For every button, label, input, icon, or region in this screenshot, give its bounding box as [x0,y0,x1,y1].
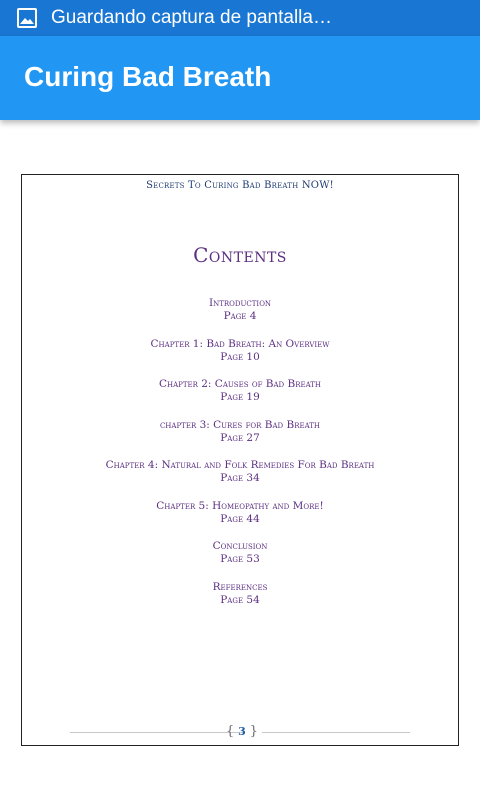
toc-entry [22,581,458,622]
toc-entry [22,419,458,460]
toc-entry [22,378,458,419]
table-of-contents [22,297,458,621]
toc-entry [22,459,458,500]
toc-entry-page: Page 34 [220,472,260,484]
page-bottom-border [21,745,459,746]
toc-entry-title: Chapter 5: Homeopathy and More! [156,499,324,512]
toc-entry-page: Page 54 [220,593,260,606]
toc-entry-page: Page 44 [220,512,260,525]
document-page[interactable] [21,174,459,746]
toc-entry-title: Introduction [208,297,272,309]
app-title: Curing Bad Breath [24,61,272,92]
toc-entry-title: Chapter 2: Causes of Bad Breath [158,378,322,390]
status-bar [0,0,480,36]
toc-entry-title: Chapter 1: Bad Breath: An Overview [150,337,330,350]
toc-entry-title: References [212,580,268,593]
footer-page-number-value: 3 [238,725,246,738]
footer-page-number [222,724,262,739]
footer-rule-left [70,732,244,733]
running-header: Secrets To Curing Bad Breath NOW! [146,180,334,191]
toc-entry-page: Page 10 [220,350,260,363]
toc-entry [22,500,458,541]
footer-bracket-open: { [226,724,235,739]
toc-entry-title: chapter 3: Cures for Bad Breath [159,418,321,431]
toc-entry [22,297,458,338]
toc-entry-page: Page 19 [220,391,260,403]
status-notification-text: Guardando captura de pantalla… [51,7,332,28]
toc-entry [22,338,458,379]
contents-heading: Contents [193,243,287,267]
app-bar [0,36,480,120]
toc-entry-title: Conclusion [212,540,268,552]
footer-bracket-close: } [249,724,258,739]
toc-entry-page: Page 53 [220,553,260,565]
image-icon [17,8,37,28]
toc-entry-page: Page 4 [223,310,257,322]
footer-rule-right [262,732,410,733]
toc-entry-title: Chapter 4: Natural and Folk Remedies For Bad Breath [105,459,375,471]
toc-entry [22,540,458,581]
toc-entry-page: Page 27 [220,431,260,444]
